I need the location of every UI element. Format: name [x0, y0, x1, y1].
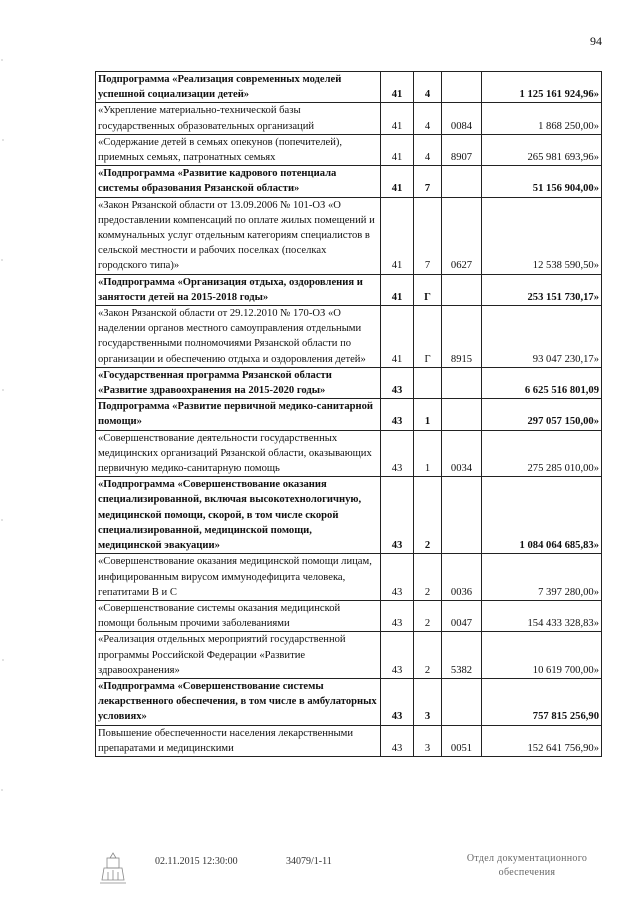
row-subprogram: 4 — [414, 134, 442, 165]
row-chapter: 41 — [381, 274, 414, 305]
table-row — [96, 399, 602, 430]
row-amount: 757 815 256,90 — [482, 678, 602, 725]
row-code — [442, 678, 482, 725]
page-edge-dots — [0, 0, 6, 905]
table-row — [96, 554, 602, 601]
table-row — [96, 600, 602, 631]
row-subprogram — [414, 367, 442, 398]
row-subprogram: 7 — [414, 166, 442, 197]
row-code — [442, 72, 482, 103]
row-chapter: 43 — [381, 600, 414, 631]
table-row — [96, 678, 602, 725]
row-code: 0627 — [442, 197, 482, 274]
row-code — [442, 477, 482, 554]
row-amount: 253 151 730,17» — [482, 274, 602, 305]
row-amount: 154 433 328,83» — [482, 600, 602, 631]
department-stamp-line2: обеспечения — [498, 867, 556, 878]
row-amount: 12 538 590,50» — [482, 197, 602, 274]
row-subprogram: 2 — [414, 600, 442, 631]
row-amount: 7 397 280,00» — [482, 554, 602, 601]
table-row — [96, 134, 602, 165]
table-row — [96, 274, 602, 305]
footer-datetime: 02.11.2015 12:30:00 — [155, 856, 238, 867]
row-amount: 1 868 250,00» — [482, 103, 602, 134]
row-subprogram: 7 — [414, 197, 442, 274]
row-name: «Подпрограмма «Организация отдыха, оздоровления и занятости детей на 2015-2018 годы» — [96, 274, 381, 305]
row-amount: 93 047 230,17» — [482, 306, 602, 368]
row-code: 5382 — [442, 632, 482, 679]
row-chapter: 43 — [381, 725, 414, 756]
row-subprogram: 4 — [414, 72, 442, 103]
row-code: 8915 — [442, 306, 482, 368]
row-amount: 275 285 010,00» — [482, 430, 602, 477]
row-amount: 1 084 064 685,83» — [482, 477, 602, 554]
row-code: 0034 — [442, 430, 482, 477]
row-amount: 51 156 904,00» — [482, 166, 602, 197]
row-chapter: 43 — [381, 367, 414, 398]
row-code: 0036 — [442, 554, 482, 601]
budget-table — [95, 71, 602, 757]
row-code: 0051 — [442, 725, 482, 756]
row-subprogram: 1 — [414, 430, 442, 477]
row-amount: 1 125 161 924,96» — [482, 72, 602, 103]
row-code: 8907 — [442, 134, 482, 165]
row-amount: 6 625 516 801,09 — [482, 367, 602, 398]
row-chapter: 41 — [381, 134, 414, 165]
row-name: Повышение обеспеченности населения лекарственными препаратами и медицинскими — [96, 725, 381, 756]
row-name: «Совершенствование системы оказания медицинской помощи больным прочими заболеваниями — [96, 600, 381, 631]
table-row — [96, 306, 602, 368]
table-row — [96, 430, 602, 477]
row-name: Подпрограмма «Развитие первичной медико-санитарной помощи» — [96, 399, 381, 430]
row-name: Подпрограмма «Реализация современных моделей успешной социализации детей» — [96, 72, 381, 103]
row-subprogram: 2 — [414, 477, 442, 554]
row-subprogram: Г — [414, 274, 442, 305]
table-row — [96, 632, 602, 679]
row-code: 0084 — [442, 103, 482, 134]
row-name: «Содержание детей в семьях опекунов (попечителей), приемных семьях, патронатных семьях — [96, 134, 381, 165]
row-chapter: 43 — [381, 632, 414, 679]
table-row — [96, 725, 602, 756]
row-amount: 297 057 150,00» — [482, 399, 602, 430]
row-chapter: 43 — [381, 554, 414, 601]
row-code — [442, 166, 482, 197]
row-chapter: 41 — [381, 306, 414, 368]
row-subprogram: 4 — [414, 103, 442, 134]
row-chapter: 41 — [381, 103, 414, 134]
row-name: «Совершенствование деятельности государственных медицинских организаций Рязанской области, оказывающих первичную медико-санитарную помощь — [96, 430, 381, 477]
row-code: 0047 — [442, 600, 482, 631]
row-chapter: 43 — [381, 399, 414, 430]
row-chapter: 41 — [381, 166, 414, 197]
row-code — [442, 399, 482, 430]
row-name: «Реализация отдельных мероприятий государственной программы Российской Федерации «Развитие здравоохранения» — [96, 632, 381, 679]
seal-icon — [98, 850, 128, 886]
row-name: «Подпрограмма «Развитие кадрового потенциала системы образования Рязанской области» — [96, 166, 381, 197]
row-chapter: 41 — [381, 72, 414, 103]
row-amount: 265 981 693,96» — [482, 134, 602, 165]
row-amount: 152 641 756,90» — [482, 725, 602, 756]
row-subprogram: 2 — [414, 554, 442, 601]
row-name: «Закон Рязанской области от 29.12.2010 № 170-ОЗ «О наделении органов местного самоуправления отдельными государственными полномочиями Рязанской области по организации и обеспечению отдыха и оздоровления детей» — [96, 306, 381, 368]
row-chapter: 43 — [381, 678, 414, 725]
row-name: «Закон Рязанской области от 13.09.2006 № 101-ОЗ «О предоставлении компенсаций по оплате жилых помещений и коммунальных услуг отдельным категориям специалистов в сельской местности и рабочих поселках (поселках городского типа)» — [96, 197, 381, 274]
row-name: «Государственная программа Рязанской области «Развитие здравоохранения на 2015-2020 годы» — [96, 367, 381, 398]
table-row — [96, 166, 602, 197]
row-subprogram: 3 — [414, 678, 442, 725]
table-row — [96, 103, 602, 134]
table-row — [96, 477, 602, 554]
row-name: «Укрепление материально-технической базы государственных образовательных организаций — [96, 103, 381, 134]
row-amount: 10 619 700,00» — [482, 632, 602, 679]
row-name: «Подпрограмма «Совершенствование системы лекарственного обеспечения, в том числе в амбулаторных условиях» — [96, 678, 381, 725]
table-row — [96, 72, 602, 103]
row-subprogram: 3 — [414, 725, 442, 756]
table-row — [96, 367, 602, 398]
footer-doc-number: 34079/1-11 — [286, 856, 332, 867]
row-chapter: 43 — [381, 430, 414, 477]
row-name: «Подпрограмма «Совершенствование оказания специализированной, включая высокотехнологичную, медицинской помощи, скорой, в том числе скорой специализированной, медицинской помощи, медицинской эвакуации» — [96, 477, 381, 554]
row-subprogram: 2 — [414, 632, 442, 679]
row-chapter: 43 — [381, 477, 414, 554]
table-row — [96, 197, 602, 274]
page-number: 94 — [590, 34, 602, 48]
row-subprogram: Г — [414, 306, 442, 368]
row-subprogram: 1 — [414, 399, 442, 430]
row-chapter: 41 — [381, 197, 414, 274]
row-name: «Совершенствование оказания медицинской помощи лицам, инфицированным вирусом иммунодефицита человека, гепатитами В и С — [96, 554, 381, 601]
row-code — [442, 274, 482, 305]
row-code — [442, 367, 482, 398]
department-stamp — [452, 852, 602, 880]
department-stamp-line1: Отдел документационного — [466, 853, 588, 864]
